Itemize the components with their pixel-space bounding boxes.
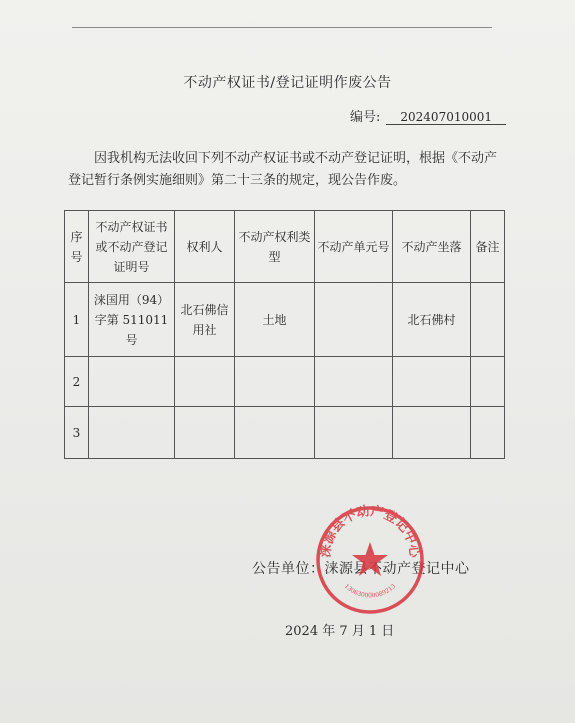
table-header-row (65, 211, 505, 283)
official-seal-stamp (314, 504, 426, 616)
table-cell (471, 283, 505, 357)
document-number-value: 202407010001 (386, 110, 506, 125)
table-cell (471, 357, 505, 407)
header-cell: 不动产权证书或不动产登记证明号 (89, 211, 175, 283)
table-cell: 2 (65, 357, 89, 407)
certificate-table (64, 210, 505, 459)
table-cell (235, 357, 315, 407)
table-cell (89, 407, 175, 459)
table-cell: 3 (65, 407, 89, 459)
table-cell (471, 407, 505, 459)
issuing-unit: 公告单位：涞源县不动产登记中心 (252, 561, 470, 577)
header-cell: 不动产权利类型 (235, 211, 315, 283)
table-cell: 土地 (235, 283, 315, 357)
table-cell: 北石佛村 (393, 283, 471, 357)
table-cell: 涞国用（94）字第 511011 号 (89, 283, 175, 357)
header-cell: 不动产单元号 (315, 211, 393, 283)
table-row (65, 283, 505, 357)
issue-date: 2024 年 7 月 1 日 (285, 624, 395, 639)
table-cell (175, 357, 235, 407)
header-cell: 备注 (471, 211, 505, 283)
intro-paragraph: 因我机构无法收回下列不动产权证书或不动产登记证明，根据《不动产登记暂行条例实施细则》第二十三条的规定，现公告作废。 (68, 151, 498, 188)
table-cell (89, 357, 175, 407)
document-number (350, 106, 506, 125)
table-cell (315, 283, 393, 357)
table-cell: 北石佛信用社 (175, 283, 235, 357)
seal-star-icon (352, 542, 388, 576)
page-title: 不动产权证书/登记证明作废公告 (183, 75, 392, 91)
table-cell (315, 407, 393, 459)
table-cell (315, 357, 393, 407)
table-row (65, 357, 505, 407)
table-cell: 1 (65, 283, 89, 357)
seal-serial: 130630000089213 (342, 582, 398, 600)
top-rule (72, 27, 492, 28)
table-cell (393, 407, 471, 459)
header-cell: 序号 (65, 211, 89, 283)
table-cell (393, 357, 471, 407)
table-cell (175, 407, 235, 459)
header-cell: 不动产坐落 (393, 211, 471, 283)
header-cell: 权利人 (175, 211, 235, 283)
table-row (65, 407, 505, 459)
document-number-label: 编号: (350, 110, 381, 125)
table-cell (235, 407, 315, 459)
seal-text: 涞源县不动产登记中心 (318, 504, 422, 559)
